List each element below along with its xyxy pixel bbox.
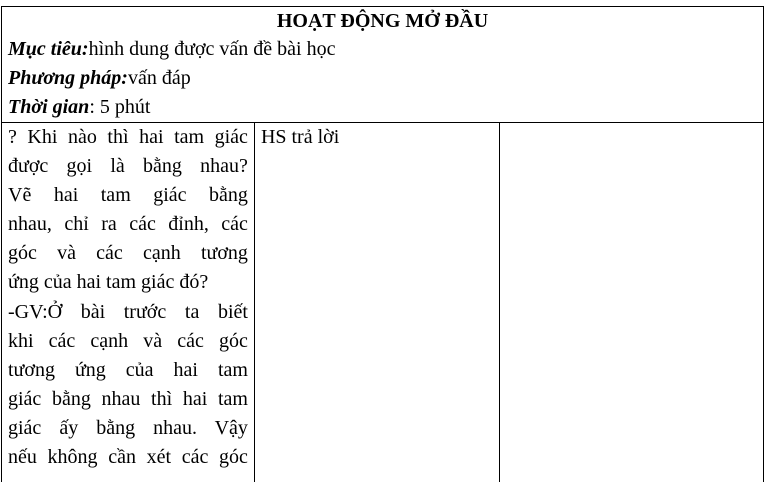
teacher-line: ? Khi nào thì hai tam giác [8,126,248,148]
objective-label: Mục tiêu: [8,38,89,60]
teacher-line: -GV:Ở bài trước ta biết [8,300,248,323]
teacher-line: góc và các cạnh tương [8,242,248,265]
lesson-table [1,6,764,482]
method-label: Phương pháp: [8,67,128,89]
teacher-activity-text [8,123,248,472]
header-cell [2,7,764,123]
teacher-activity-cell [2,123,255,482]
student-activity-cell [254,123,499,482]
teacher-line: khi các cạnh và các góc [8,329,248,352]
teacher-line: nếu không cần xét các góc [8,446,248,469]
time-line [8,93,757,122]
teacher-line: nhau, chỉ ra các đỉnh, các [8,213,248,236]
teacher-line: được gọi là bằng nhau? [8,155,248,178]
objective-line [8,35,757,64]
method-value: vấn đáp [127,67,191,89]
section-title: HOẠT ĐỘNG MỞ ĐẦU [276,10,489,32]
teacher-line: giác bằng nhau thì hai tam [8,387,248,410]
teacher-line: ứng của hai tam giác đó? [8,271,209,294]
teacher-line: Vẽ hai tam giác bằng [8,184,248,207]
time-label: Thời gian [8,96,90,118]
objective-value: hình dung được vấn đề bài học [88,38,336,60]
time-value: : 5 phút [89,96,151,118]
activity-row [2,123,764,482]
header-row [2,7,764,123]
student-activity-text: HS trả lời [260,126,340,148]
notes-cell [499,123,763,482]
teacher-line: tương ứng của hai tam [8,358,248,381]
teacher-line: giác ấy bằng nhau. Vậy [8,416,248,439]
method-line [8,64,757,93]
